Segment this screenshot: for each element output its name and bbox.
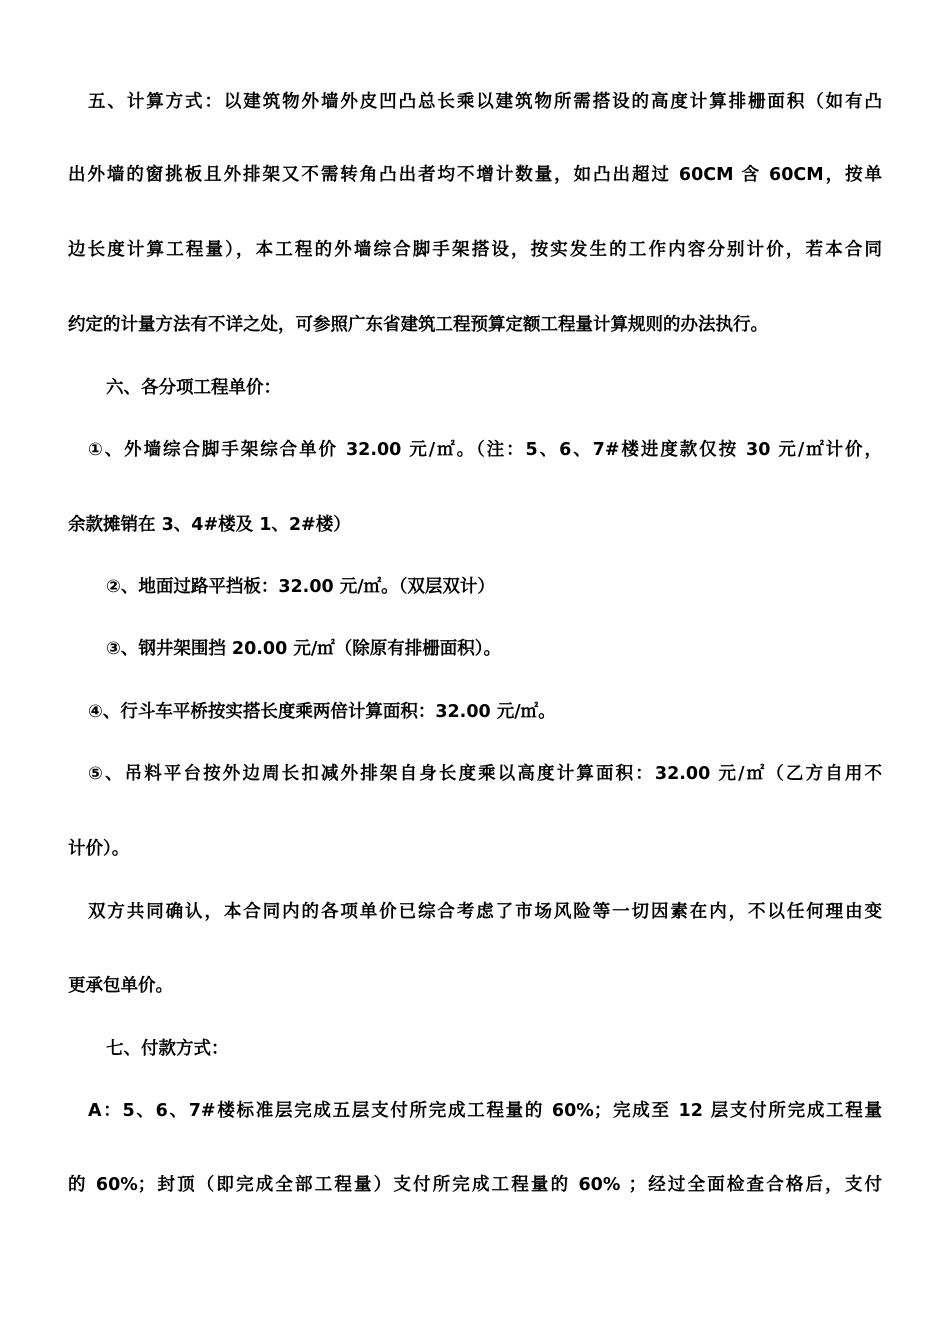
payment-item-a-line-1: A：5、6、7#楼标准层完成五层支付所完成工程量的 60%；完成至 12 层支付所完成工程量	[88, 1101, 882, 1121]
price-item-3: ③、钢井架围挡 20.00 元/㎡（除原有排栅面积）。	[106, 639, 501, 659]
confirmation-paragraph-line-1: 双方共同确认，本合同内的各项单价已综合考虑了市场风险等一切因素在内，不以任何理由变	[88, 902, 882, 922]
section-heading-payment-method: 七、付款方式：	[106, 1039, 229, 1059]
price-item-5-line-1: ⑤、吊料平台按外边周长扣减外排架自身长度乘以高度计算面积：32.00 元/㎡（乙方自用不	[88, 764, 882, 784]
price-item-5-line-2: 计价）。	[68, 839, 130, 859]
section-heading-unit-prices: 六、各分项工程单价：	[106, 378, 281, 398]
price-item-4: ④、行斗车平桥按实搭长度乘两倍计算面积：32.00 元/㎡。	[88, 702, 556, 722]
price-item-1-line-2: 余款摊销在 3、4#楼及 1、2#楼）	[68, 515, 351, 535]
price-item-1-line-1: ①、外墙综合脚手架综合单价 32.00 元/㎡。（注：5、6、7#楼进度款仅按 30 元/㎡计价，	[88, 440, 882, 460]
price-item-2: ②、地面过路平挡板：32.00 元/㎡。（双层双计）	[106, 577, 495, 597]
paragraph-calculation-method-line-3: 边长度计算工程量），本工程的外墙综合脚手架搭设，按实发生的工作内容分别计价，若本合同	[68, 240, 882, 260]
payment-item-a-line-2: 的 60%；封顶（即完成全部工程量）支付所完成工程量的 60% ；经过全面检查合格后，支付	[68, 1175, 882, 1195]
paragraph-calculation-method-line-4: 约定的计量方法有不详之处，可参照广东省建筑工程预算定额工程量计算规则的办法执行。	[68, 315, 768, 335]
paragraph-calculation-method-line-2: 出外墙的窗挑板且外排架又不需转角凸出者均不增计数量，如凸出超过 60CM 含 60CM，按单	[68, 165, 882, 185]
paragraph-calculation-method-line-1: 五、计算方式：以建筑物外墙外皮凹凸总长乘以建筑物所需搭设的高度计算排栅面积（如有凸	[88, 92, 882, 112]
confirmation-paragraph-line-2: 更承包单价。	[68, 976, 173, 996]
